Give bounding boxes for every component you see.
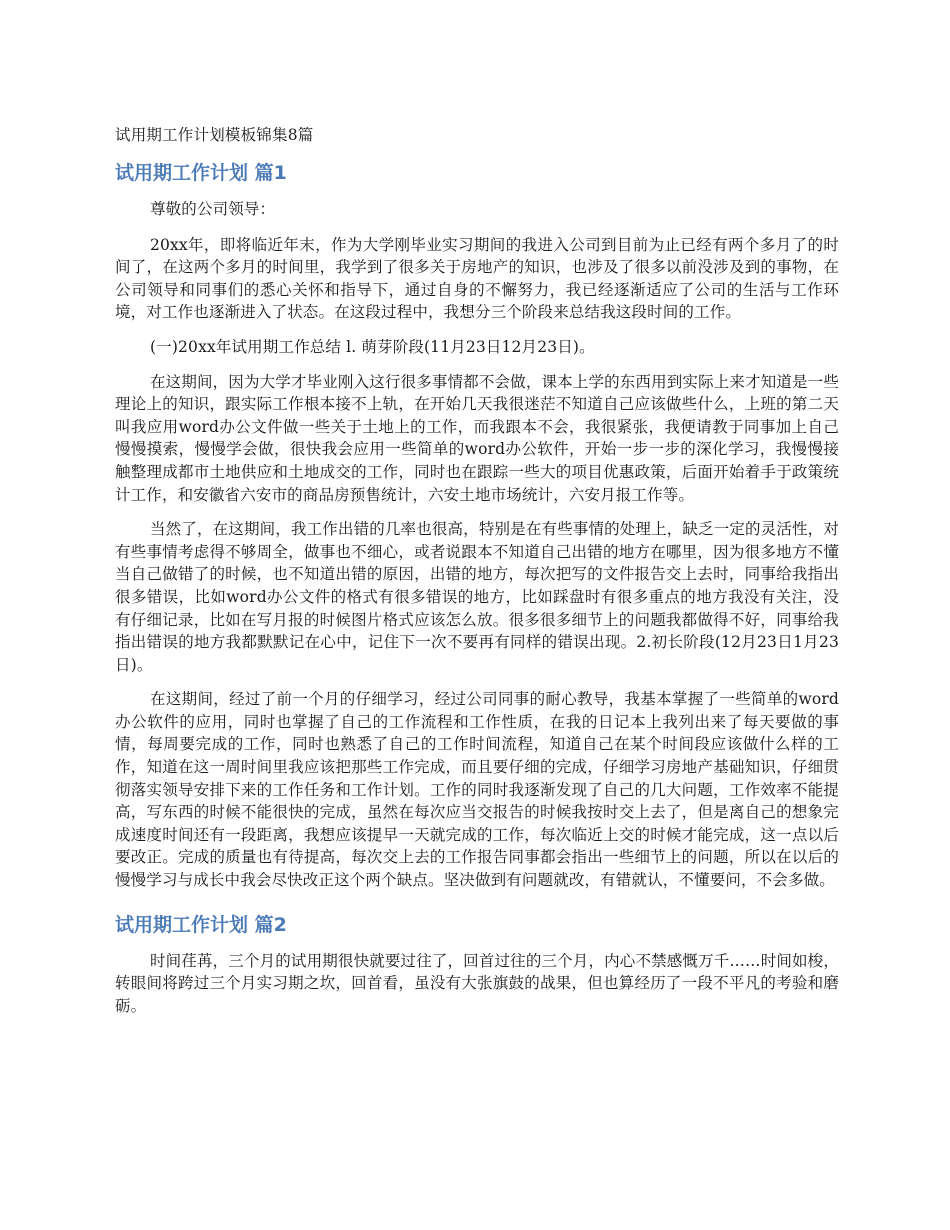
section-2 <box>115 912 839 1018</box>
paragraph: 当然了，在这期间，我工作出错的几率也很高，特别是在有些事情的处理上，缺乏一定的灵活性，对有些事情考虑得不够周全，做事也不细心，或者说跟本不知道自己出错的地方在哪里，因为很多地方不懂当自己做错了的时候，也不知道出错的原因，出错的地方，每次把写的文件报告交上去时，同事给我指出很多错误，比如word办公文件的格式有很多错误的地方，比如踩盘时有很多重点的地方我没有关注，没有仔细记录，比如在写月报的时候图片格式应该怎么放。很多很多细节上的问题我都做得不好，同事给我指出错误的地方我都默默记在心中，记住下一次不要再有同样的错误出现。2.初长阶段(12月23日1月23日)。 <box>115 520 839 674</box>
document-page <box>115 118 839 1029</box>
paragraph-salutation: 尊敬的公司领导： <box>150 200 276 218</box>
paragraph: 20xx年，即将临近年末，作为大学刚毕业实习期间的我进入公司到目前为止已经有两个多月了的时间了，在这两个多月的时间里，我学到了很多关于房地产的知识，也涉及了很多以前没涉及到的事物，在公司领导和同事们的悉心关怀和指导下，通过自身的不懈努力，我已经逐渐适应了公司的生活与工作环境，对工作也逐渐进入了状态。在这段过程中，我想分三个阶段来总结我这段时间的工作。 <box>115 235 839 322</box>
section-1 <box>115 160 839 892</box>
paragraph: 时间荏苒，三个月的试用期很快就要过往了，回首过往的三个月，内心不禁感慨万千……时间如梭，转眼间将跨过三个月实习期之坎，回首看，虽没有大张旗鼓的战果，但也算经历了一段不平凡的考验和磨砺。 <box>115 951 839 1015</box>
section-heading: 试用期工作计划 篇1 <box>115 162 287 184</box>
section-heading: 试用期工作计划 篇2 <box>115 913 287 936</box>
document-title: 试用期工作计划模板锦集8篇 <box>115 126 314 144</box>
paragraph: (一)20xx年试用期工作总结 l. 萌芽阶段(11月23日12月23日)。 <box>150 337 595 356</box>
paragraph: 在这期间，因为大学才毕业刚入这行很多事情都不会做，课本上学的东西用到实际上来才知道是一些理论上的知识，跟实际工作根本接不上轨，在开始几天我很迷茫不知道自己应该做些什么，上班的第二天叫我应用word办公文件做一些关于土地上的工作，而我跟本不会，我很紧张，我便请教于同事加上自己慢慢摸索，慢慢学会做，很快我会应用一些简单的word办公软件，开始一步一步的深化学习，我慢慢接触整理成都市土地供应和土地成交的工作，同时也在跟踪一些大的项目优惠政策，后面开始着手于政策统计工作，和安徽省六安市的商品房预售统计，六安土地市场统计，六安月报工作等。 <box>115 372 839 504</box>
paragraph: 在这期间，经过了前一个月的仔细学习，经过公司同事的耐心教导，我基本掌握了一些简单的word办公软件的应用，同时也掌握了自己的工作流程和工作性质，在我的日记本上我列出来了每天要做的事情，每周要完成的工作，同时也熟悉了自己的工作时间流程，知道自己在某个时间段应该做什么样的工作，知道在这一周时间里我应该把那些工作完成，而且要仔细的完成，仔细学习房地产基础知识，仔细贯彻落实领导安排下来的工作任务和工作计划。工作的同时我逐渐发现了自己的几大问题，工作效率不能提高，写东西的时候不能很快的完成，虽然在每次应当交报告的时候我按时交上去了，但是离自己的想象完成速度时间还有一段距离，我想应该提早一天就完成的工作，每次临近上交的时候才能完成，这一点以后要改正。完成的质量也有待提高，每次交上去的工作报告同事都会指出一些细节上的问题，所以在以后的慢慢学习与成长中我会尽快改正这个两个缺点。坚决做到有问题就改，有错就认，不懂要问，不会多做。 <box>115 690 839 890</box>
